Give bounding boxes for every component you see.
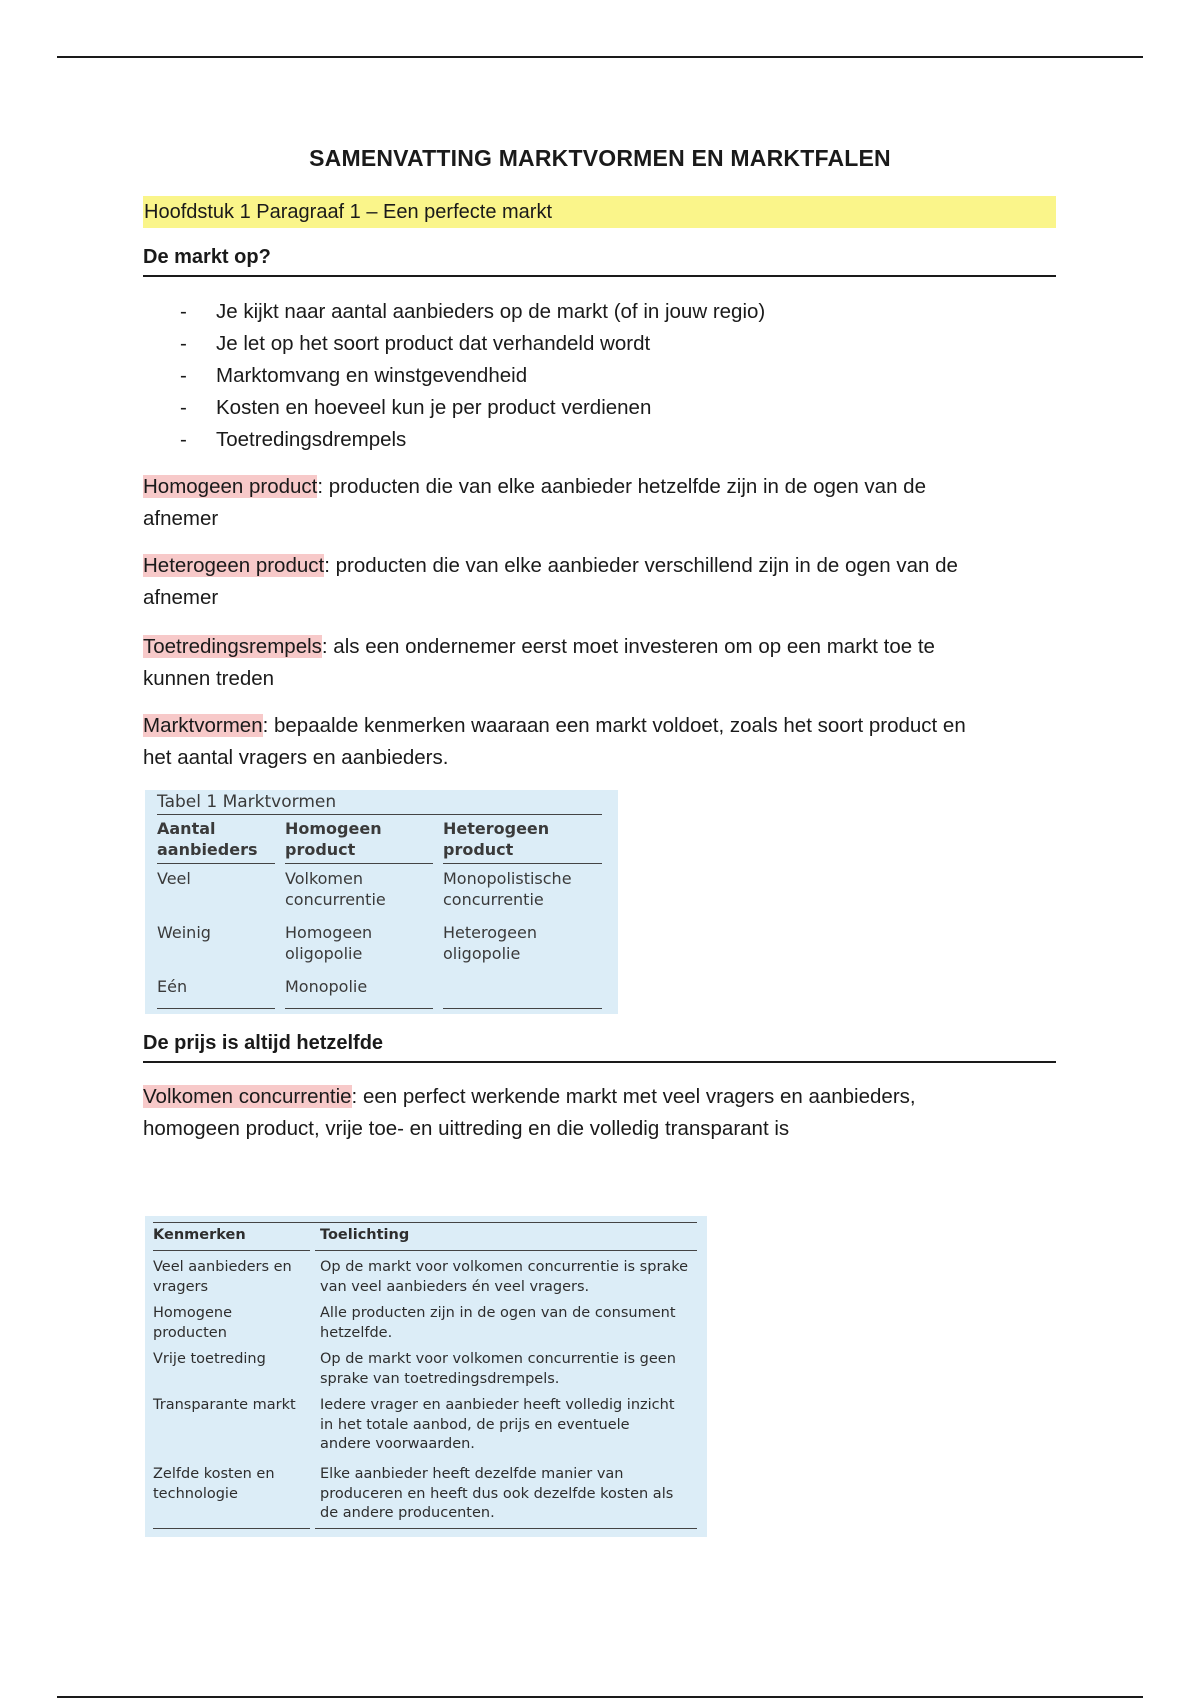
table-cell: Iedere vrager en aanbieder heeft volledig inzicht in het totale aanbod, de prijs en eventuele andere voorwaarden. — [320, 1397, 675, 1452]
page-footer-rule — [57, 1696, 1143, 1698]
definition-heterogeen: Heterogeen product: producten die van elke aanbieder verschillend zijn in de ogen van de afnemer — [143, 554, 958, 609]
table-cell: Homogeen oligopolie — [285, 923, 373, 963]
definition-toetredingsrempels: Toetredingsrempels: als een ondernemer eerst moet investeren om op een markt toe te kunnen treden — [143, 635, 935, 690]
list-item: - Je kijkt naar aantal aanbieders op de markt (of in jouw regio) — [180, 300, 766, 323]
table-header-cell: Aantal aanbieders — [157, 819, 258, 859]
table-kenmerken — [145, 1216, 707, 1537]
table-cell: Weinig — [157, 923, 211, 942]
table-rule — [315, 1528, 697, 1529]
table-rule — [153, 1528, 310, 1529]
table-rule — [315, 1250, 697, 1251]
table-cell: Op de markt voor volkomen concurrentie is sprake van veel aanbieders én veel vragers. — [320, 1259, 689, 1295]
table-rule — [157, 814, 602, 815]
table-rule — [153, 1250, 310, 1251]
definition-term: Homogeen product — [143, 475, 318, 498]
table-rule — [153, 1222, 697, 1223]
table-header-cell: Homogeen product — [285, 819, 382, 859]
section-heading-prijs: De prijs is altijd hetzelfde — [143, 1032, 1056, 1063]
list-item: - Je let op het soort product dat verhandeld wordt — [180, 332, 651, 355]
table-cell: Volkomen concurrentie — [285, 869, 386, 909]
table-rule — [443, 1008, 602, 1009]
table-cell: Heterogeen oligopolie — [443, 923, 537, 963]
table-cell: Monopolie — [285, 977, 368, 996]
table-header-cell: Kenmerken — [153, 1227, 246, 1243]
table-marktvormen — [145, 790, 618, 1014]
table-rule — [285, 1008, 433, 1009]
definition-volkomen-concurrentie: Volkomen concurrentie: een perfect werkende markt met veel vragers en aanbieders, homogeen product, vrije toe- en uittreding en die volledig transparant is — [143, 1085, 916, 1140]
table-cell: Veel — [157, 869, 191, 888]
table-rule — [443, 863, 602, 864]
table-rule — [285, 863, 433, 864]
table-cell: Eén — [157, 977, 188, 996]
list-item: - Kosten en hoeveel kun je per product verdienen — [180, 396, 652, 419]
section-heading-markt: De markt op? — [143, 246, 1056, 277]
table-cell: Homogene producten — [153, 1305, 233, 1341]
bullet-list — [143, 296, 765, 456]
definition-term: Volkomen concurrentie — [143, 1085, 352, 1108]
table-cell: Vrije toetreding — [153, 1351, 266, 1367]
table-cell: Veel aanbieders en vragers — [153, 1259, 292, 1295]
table-cell: Monopolistische concurrentie — [443, 869, 572, 909]
definition-term: Heterogeen product — [143, 554, 325, 577]
table-rule — [157, 863, 275, 864]
definition-term: Marktvormen — [143, 714, 263, 737]
definition-homogeen: Homogeen product: producten die van elke aanbieder hetzelfde zijn in de ogen van de afnemer — [143, 475, 926, 530]
table-header-cell: Toelichting — [320, 1227, 410, 1243]
table-caption: Tabel 1 Marktvormen — [157, 792, 337, 812]
table-cell: Zelfde kosten en technologie — [153, 1466, 275, 1502]
table-rule — [157, 1008, 275, 1009]
table-header-cell: Heterogeen product — [443, 819, 550, 859]
table-cell: Op de markt voor volkomen concurrentie is geen sprake van toetredingsdrempels. — [320, 1351, 676, 1387]
table-cell: Transparante markt — [153, 1397, 296, 1413]
definition-term: Toetredingsrempels — [143, 635, 322, 658]
table-cell: Elke aanbieder heeft dezelfde manier van produceren en heeft dus ook dezelfde kosten als de andere producenten. — [320, 1466, 674, 1521]
page-header-rule — [57, 56, 1143, 58]
chapter-heading-text: Hoofdstuk 1 Paragraaf 1 – Een perfecte markt — [144, 201, 552, 223]
table-cell: Alle producten zijn in de ogen van de consument hetzelfde. — [320, 1305, 676, 1341]
document-title: SAMENVATTING MARKTVORMEN EN MARKTFALEN — [309, 145, 891, 171]
list-item: - Marktomvang en winstgevendheid — [180, 364, 528, 387]
list-item: - Toetredingsdrempels — [180, 428, 407, 451]
definition-marktvormen: Marktvormen: bepaalde kenmerken waaraan een markt voldoet, zoals het soort product en het aantal vragers en aanbieders. — [143, 714, 966, 769]
chapter-heading — [143, 196, 1056, 228]
